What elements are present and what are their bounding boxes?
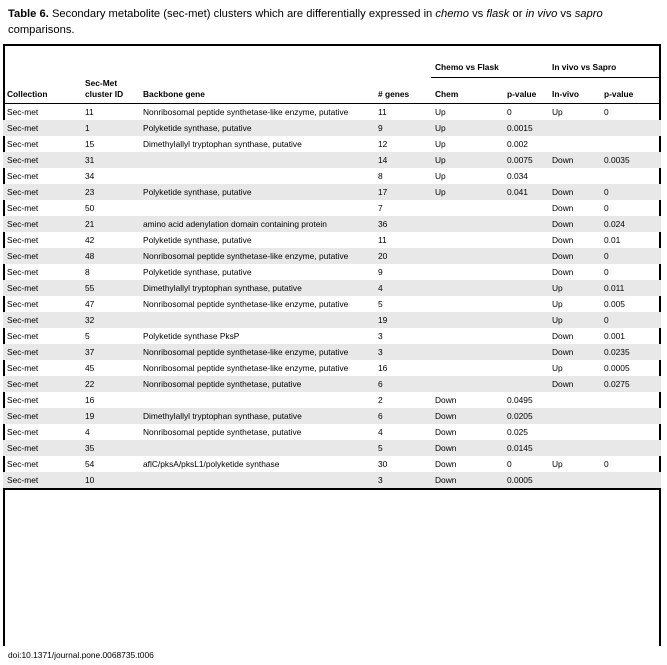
caption-text: or <box>509 8 526 20</box>
cell-backbone: Dimethylallyl tryptophan synthase, putative <box>143 138 302 149</box>
cell-pvalue-invivo <box>600 472 661 489</box>
cell-backbone <box>139 168 374 184</box>
cell-backbone: Nonribosomal peptide synthetase-like enzyme, putative <box>139 344 374 360</box>
cell-pvalue-invivo: 0.0005 <box>604 362 630 373</box>
cell-pvalue-chem: 0.0075 <box>503 152 548 168</box>
cell-backbone <box>139 152 374 168</box>
cell-cluster-id: 55 <box>81 280 139 296</box>
cell-pvalue-invivo <box>600 168 661 184</box>
cell-genes: 9 <box>374 120 431 136</box>
data-table <box>3 62 661 490</box>
cell-cluster-id: 50 <box>85 202 95 213</box>
cell-cluster-id: 16 <box>85 394 95 405</box>
cell-genes: 7 <box>378 202 383 213</box>
cell-invivo <box>548 440 600 456</box>
cell-pvalue-chem <box>503 376 548 392</box>
cell-backbone <box>139 472 374 489</box>
cell-backbone: Nonribosomal peptide synthetase, putative <box>139 376 374 392</box>
cell-invivo: Up <box>552 458 563 469</box>
cell-genes: 14 <box>374 152 431 168</box>
cell-pvalue-chem <box>503 264 548 280</box>
cell-collection: Sec-met <box>3 376 81 392</box>
cell-chem <box>431 312 503 328</box>
cell-chem <box>431 248 503 264</box>
cell-pvalue-chem: 0.0495 <box>507 394 533 405</box>
cell-pvalue-invivo: 0.0275 <box>600 376 661 392</box>
cell-pvalue-chem: 0 <box>507 106 512 117</box>
cell-genes: 4 <box>378 426 383 437</box>
cell-pvalue-invivo <box>600 136 661 152</box>
cell-backbone: Polyketide synthase, putative <box>139 120 374 136</box>
cell-genes: 6 <box>374 408 431 424</box>
caption-text: vs <box>557 8 575 20</box>
cell-cluster-id: 42 <box>85 234 95 245</box>
cell-invivo: Down <box>552 202 574 213</box>
cell-cluster-id: 34 <box>85 170 95 181</box>
cell-cluster-id: 54 <box>85 458 95 469</box>
cell-genes: 20 <box>374 248 431 264</box>
cell-chem <box>431 216 503 232</box>
cell-pvalue-invivo: 0.005 <box>604 298 625 309</box>
cell-invivo <box>548 424 600 440</box>
cell-pvalue-invivo: 0 <box>600 184 661 200</box>
cell-cluster-id: 21 <box>81 216 139 232</box>
group-header-row <box>3 62 661 78</box>
header-genes: # genes <box>374 78 431 104</box>
cell-chem <box>431 344 503 360</box>
cell-pvalue-invivo: 0 <box>600 248 661 264</box>
cell-pvalue-chem <box>503 360 548 376</box>
cell-genes: 2 <box>378 394 383 405</box>
cell-cluster-id: 4 <box>85 426 90 437</box>
cell-collection: Sec-met <box>3 344 81 360</box>
cell-backbone: Nonribosomal peptide synthetase-like enzyme, putative <box>143 362 349 373</box>
cell-pvalue-chem: 0.034 <box>507 170 528 181</box>
cell-genes: 11 <box>378 106 387 117</box>
table-row <box>3 424 661 440</box>
cell-pvalue-chem <box>503 296 548 312</box>
header-cluster-id-line1: Sec-Met <box>85 77 118 88</box>
caption-italic: sapro <box>574 8 603 20</box>
cell-pvalue-chem <box>503 248 548 264</box>
table-row <box>3 232 661 248</box>
cell-chem <box>431 264 503 280</box>
caption-text: vs <box>468 8 487 20</box>
table-row <box>3 120 661 136</box>
table-row <box>3 408 661 424</box>
cell-pvalue-chem <box>503 280 548 296</box>
cell-genes: 12 <box>378 138 388 149</box>
cell-cluster-id: 1 <box>81 120 139 136</box>
cell-chem: Up <box>431 152 503 168</box>
cell-pvalue-chem <box>503 200 548 216</box>
cell-genes: 19 <box>374 312 431 328</box>
cell-collection: Sec-met <box>7 170 39 181</box>
cell-chem: Up <box>431 184 503 200</box>
cell-pvalue-chem: 0.0145 <box>503 440 548 456</box>
cell-pvalue-invivo: 0.024 <box>600 216 661 232</box>
cell-chem <box>431 360 503 376</box>
cell-pvalue-invivo: 0.011 <box>600 280 661 296</box>
cell-chem: Down <box>431 472 503 489</box>
cell-collection: Sec-met <box>7 106 39 117</box>
cell-invivo: Down <box>552 330 574 341</box>
cell-collection: Sec-met <box>7 202 39 213</box>
cell-pvalue-invivo: 0.01 <box>604 234 621 245</box>
cell-collection: Sec-met <box>7 298 39 309</box>
caption-italic: chemo <box>435 8 469 20</box>
table-row <box>3 136 661 152</box>
cell-invivo: Up <box>552 106 563 117</box>
cell-backbone <box>139 440 374 456</box>
cell-genes: 30 <box>378 458 388 469</box>
cell-backbone: amino acid adenylation domain containing protein <box>139 216 374 232</box>
table-row <box>3 312 661 328</box>
table-row <box>3 440 661 456</box>
cell-backbone <box>139 392 374 408</box>
cell-genes: 4 <box>374 280 431 296</box>
cell-invivo <box>548 472 600 489</box>
cell-genes: 16 <box>378 362 388 373</box>
cell-pvalue-invivo: 0 <box>604 458 609 469</box>
cell-backbone: Polyketide synthase, putative <box>143 266 252 277</box>
table-row <box>3 184 661 200</box>
cell-backbone <box>139 312 374 328</box>
cell-pvalue-chem: 0.0005 <box>503 472 548 489</box>
cell-genes: 3 <box>374 472 431 489</box>
table-row <box>3 472 661 489</box>
cell-chem: Down <box>431 408 503 424</box>
table-row <box>3 360 661 376</box>
cell-invivo: Up <box>552 298 563 309</box>
cell-cluster-id: 15 <box>85 138 95 149</box>
cell-pvalue-chem <box>503 328 548 344</box>
table-caption <box>8 6 658 38</box>
caption-italic: in vivo <box>525 8 558 20</box>
cell-backbone: Dimethylallyl tryptophan synthase, putative <box>139 280 374 296</box>
cell-chem: Up <box>435 138 446 149</box>
cell-invivo: Down <box>548 376 600 392</box>
cell-cluster-id: 22 <box>81 376 139 392</box>
cell-pvalue-chem: 0.0205 <box>503 408 548 424</box>
cell-backbone <box>139 200 374 216</box>
cell-cluster-id: 19 <box>81 408 139 424</box>
cell-genes: 5 <box>378 298 383 309</box>
table-row <box>3 216 661 232</box>
cell-pvalue-chem: 0 <box>507 458 512 469</box>
table-row <box>3 328 661 344</box>
table-row <box>3 152 661 168</box>
cell-backbone: Nonribosomal peptide synthetase, putative <box>143 426 302 437</box>
cell-collection: Sec-met <box>3 216 81 232</box>
header-cluster-id-line2: cluster ID <box>85 88 124 99</box>
cell-collection: Sec-met <box>7 394 39 405</box>
table-row <box>3 103 661 120</box>
cell-genes: 5 <box>374 440 431 456</box>
cell-invivo <box>548 408 600 424</box>
cell-cluster-id: 31 <box>81 152 139 168</box>
cell-pvalue-invivo <box>600 120 661 136</box>
caption-text: comparisons. <box>8 24 75 36</box>
cell-pvalue-invivo: 0 <box>604 106 609 117</box>
cell-collection: Sec-met <box>7 426 39 437</box>
cell-invivo <box>548 168 600 184</box>
cell-collection: Sec-met <box>7 330 39 341</box>
cell-collection: Sec-met <box>3 280 81 296</box>
cell-chem: Up <box>435 170 446 181</box>
cell-pvalue-invivo: 0.0235 <box>600 344 661 360</box>
cell-cluster-id: 23 <box>81 184 139 200</box>
cell-cluster-id: 47 <box>85 298 95 309</box>
cell-invivo: Down <box>548 184 600 200</box>
cell-genes: 8 <box>378 170 383 181</box>
cell-invivo: Up <box>548 280 600 296</box>
table-row <box>3 392 661 408</box>
cell-invivo: Down <box>548 344 600 360</box>
table-row <box>3 456 661 472</box>
cell-backbone: Polyketide synthase PksP <box>143 330 240 341</box>
cell-chem <box>431 200 503 216</box>
cell-pvalue-invivo: 0.0035 <box>600 152 661 168</box>
cell-collection: Sec-met <box>7 234 39 245</box>
cell-cluster-id: 10 <box>81 472 139 489</box>
group-chemo-vs-flask: Chemo vs Flask <box>431 62 548 78</box>
table-row <box>3 264 661 280</box>
cell-invivo: Down <box>548 152 600 168</box>
cell-invivo: Down <box>552 266 574 277</box>
cell-pvalue-invivo <box>600 440 661 456</box>
cell-chem <box>431 280 503 296</box>
cell-cluster-id: 11 <box>85 106 94 117</box>
cell-invivo: Down <box>548 248 600 264</box>
cell-genes: 17 <box>374 184 431 200</box>
cell-collection: Sec-met <box>3 408 81 424</box>
cell-invivo <box>548 120 600 136</box>
cell-pvalue-chem <box>503 232 548 248</box>
header-cluster-id <box>81 78 139 104</box>
cell-pvalue-invivo: 0 <box>604 266 609 277</box>
cell-genes: 6 <box>374 376 431 392</box>
cell-pvalue-chem: 0.041 <box>503 184 548 200</box>
cell-collection: Sec-met <box>7 138 39 149</box>
cell-pvalue-chem: 0.002 <box>507 138 528 149</box>
table-row <box>3 344 661 360</box>
caption-label: Table 6. <box>8 8 49 20</box>
cell-pvalue-chem <box>503 344 548 360</box>
header-pvalue-chem: p-value <box>503 78 548 104</box>
cell-cluster-id: 48 <box>81 248 139 264</box>
table-row <box>3 168 661 184</box>
cell-backbone: Nonribosomal peptide synthetase-like enzyme, putative <box>143 298 349 309</box>
table-row <box>3 296 661 312</box>
cell-genes: 9 <box>378 266 383 277</box>
cell-collection: Sec-met <box>3 312 81 328</box>
cell-collection: Sec-met <box>7 266 39 277</box>
cell-pvalue-chem: 0.0015 <box>503 120 548 136</box>
cell-genes: 3 <box>374 344 431 360</box>
cell-genes: 36 <box>374 216 431 232</box>
cell-cluster-id: 32 <box>81 312 139 328</box>
cell-cluster-id: 8 <box>85 266 90 277</box>
cell-backbone: aflC/pksA/pksL1/polyketide synthase <box>143 458 280 469</box>
cell-invivo <box>548 392 600 408</box>
cell-chem: Down <box>431 440 503 456</box>
cell-chem <box>431 296 503 312</box>
cell-pvalue-chem: 0.025 <box>507 426 528 437</box>
cell-pvalue-chem <box>503 216 548 232</box>
cell-genes: 11 <box>378 234 387 245</box>
table-row <box>3 280 661 296</box>
cell-backbone: Nonribosomal peptide synthetase-like enzyme, putative <box>139 248 374 264</box>
cell-pvalue-invivo <box>600 408 661 424</box>
cell-genes: 3 <box>378 330 383 341</box>
cell-chem: Down <box>435 458 457 469</box>
cell-cluster-id: 37 <box>81 344 139 360</box>
table-row <box>3 376 661 392</box>
header-collection: Collection <box>3 78 81 104</box>
cell-collection: Sec-met <box>7 458 39 469</box>
cell-cluster-id: 45 <box>85 362 95 373</box>
caption-text: Secondary metabolite (sec-met) clusters which are differentially expressed in <box>51 8 436 20</box>
table-row <box>3 248 661 264</box>
cell-backbone: Nonribosomal peptide synthetase-like enzyme, putative <box>143 106 349 117</box>
cell-collection: Sec-met <box>3 440 81 456</box>
cell-backbone: Polyketide synthase, putative <box>143 234 252 245</box>
cell-invivo <box>548 136 600 152</box>
cell-chem: Down <box>435 394 457 405</box>
doi-footer: doi:10.1371/journal.pone.0068735.t006 <box>8 650 154 660</box>
cell-collection: Sec-met <box>3 152 81 168</box>
cell-pvalue-invivo <box>600 392 661 408</box>
cell-pvalue-chem <box>503 312 548 328</box>
cell-chem <box>431 376 503 392</box>
cell-collection: Sec-met <box>3 184 81 200</box>
cell-chem <box>431 328 503 344</box>
cell-pvalue-invivo: 0 <box>604 202 609 213</box>
header-backbone: Backbone gene <box>139 78 374 104</box>
cell-collection: Sec-met <box>7 362 39 373</box>
cell-chem: Down <box>435 426 457 437</box>
cell-pvalue-invivo: 0.001 <box>604 330 625 341</box>
cell-pvalue-invivo <box>600 424 661 440</box>
cell-backbone: Polyketide synthase, putative <box>139 184 374 200</box>
cell-invivo: Down <box>548 216 600 232</box>
cell-invivo: Up <box>548 312 600 328</box>
header-pvalue-invivo: p-value <box>600 78 661 104</box>
cell-chem <box>431 232 503 248</box>
cell-backbone: Dimethylallyl tryptophan synthase, putative <box>139 408 374 424</box>
cell-collection: Sec-met <box>3 472 81 489</box>
header-invivo: In-vivo <box>548 78 600 104</box>
cell-invivo: Down <box>552 234 574 245</box>
cell-invivo: Up <box>552 362 563 373</box>
column-header-row <box>3 78 661 104</box>
header-chem: Chem <box>431 78 503 104</box>
group-invivo-vs-sapro: In vivo vs Sapro <box>548 62 661 78</box>
cell-cluster-id: 35 <box>81 440 139 456</box>
table-row <box>3 200 661 216</box>
cell-cluster-id: 5 <box>85 330 90 341</box>
cell-pvalue-invivo: 0 <box>600 312 661 328</box>
cell-collection: Sec-met <box>3 120 81 136</box>
caption-italic: flask <box>486 8 510 20</box>
cell-collection: Sec-met <box>3 248 81 264</box>
cell-chem: Up <box>431 120 503 136</box>
cell-chem: Up <box>435 106 446 117</box>
